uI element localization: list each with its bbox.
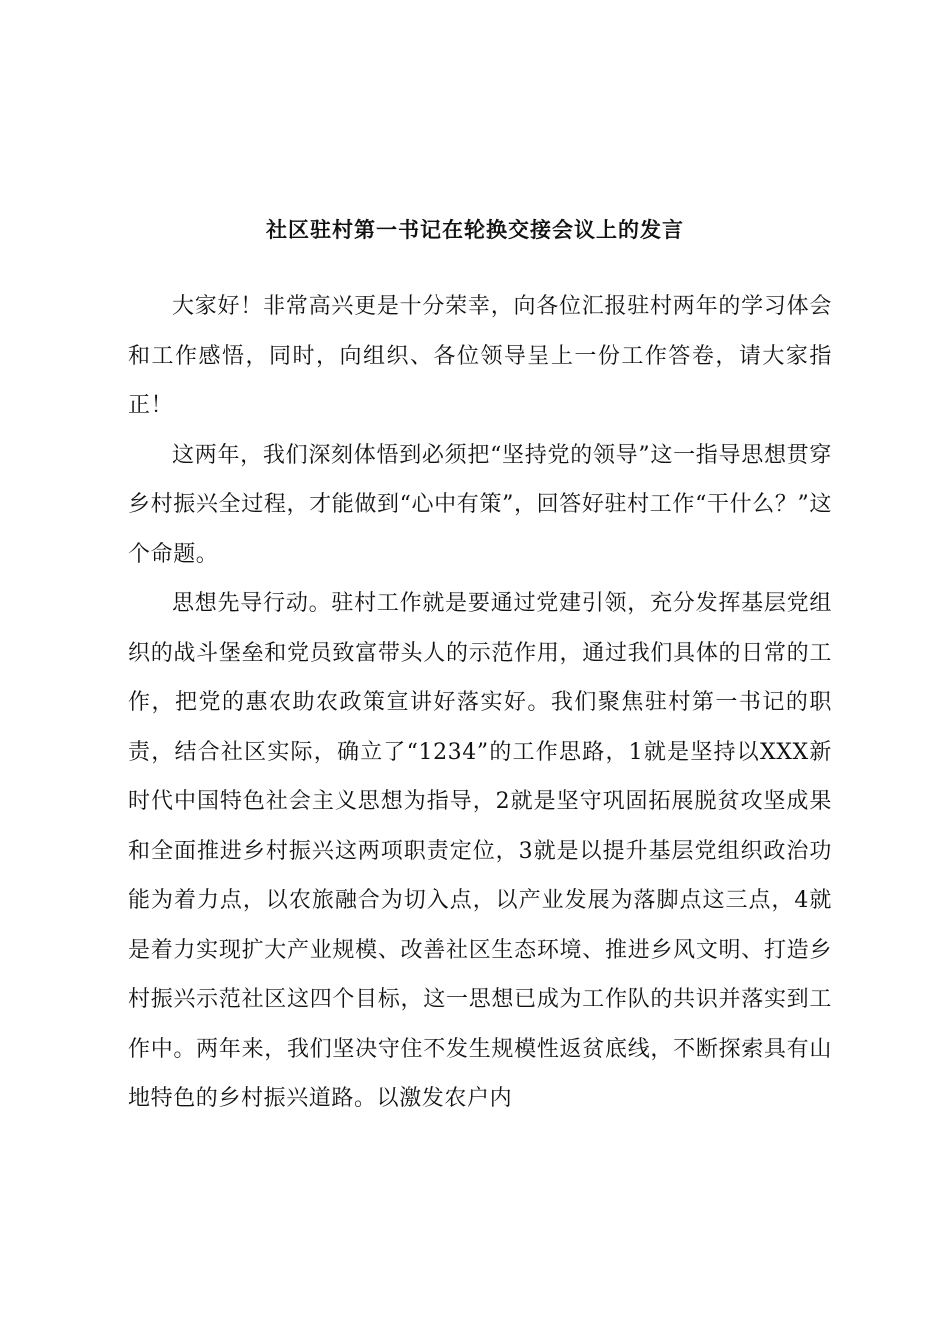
document-body	[128, 282, 832, 1124]
paragraph-greeting: 大家好！非常高兴更是十分荣幸，向各位汇报驻村两年的学习体会和工作感悟，同时，向组织、各位领导呈上一份工作答卷，请大家指正！	[128, 294, 832, 418]
paragraph-party-leadership: 这两年，我们深刻体悟到必须把“坚持党的领导”这一指导思想贯穿乡村振兴全过程，才能做到“心中有策”，回答好驻村工作“干什么？”这个命题。	[128, 442, 832, 567]
document-title: 社区驻村第一书记在轮换交接会议上的发言	[266, 218, 684, 242]
paragraph-work-approach: 思想先导行动。驻村工作就是要通过党建引领，充分发挥基层党组织的战斗堡垒和党员致富带头人的示范作用，通过我们具体的日常的工作，把党的惠农助农政策宣讲好落实好。我们聚焦驻村第一书记的职责，结合社区实际，确立了“1234”的工作思路，1就是坚持以XXX新时代中国特色社会主义思想为指导，2就是坚守巩固拓展脱贫攻坚成果和全面推进乡村振兴这两项职责定位，3就是以提升基层党组织政治功能为着力点，以农旅融合为切入点，以产业发展为落脚点这三点，4就是着力实现扩大产业规模、改善社区生态环境、推进乡风文明、打造乡村振兴示范社区这四个目标，这一思想已成为工作队的共识并落实到工作中。两年来，我们坚决守住不发生规模性返贫底线，不断探索具有山地特色的乡村振兴道路。以激发农户内	[128, 591, 832, 1111]
